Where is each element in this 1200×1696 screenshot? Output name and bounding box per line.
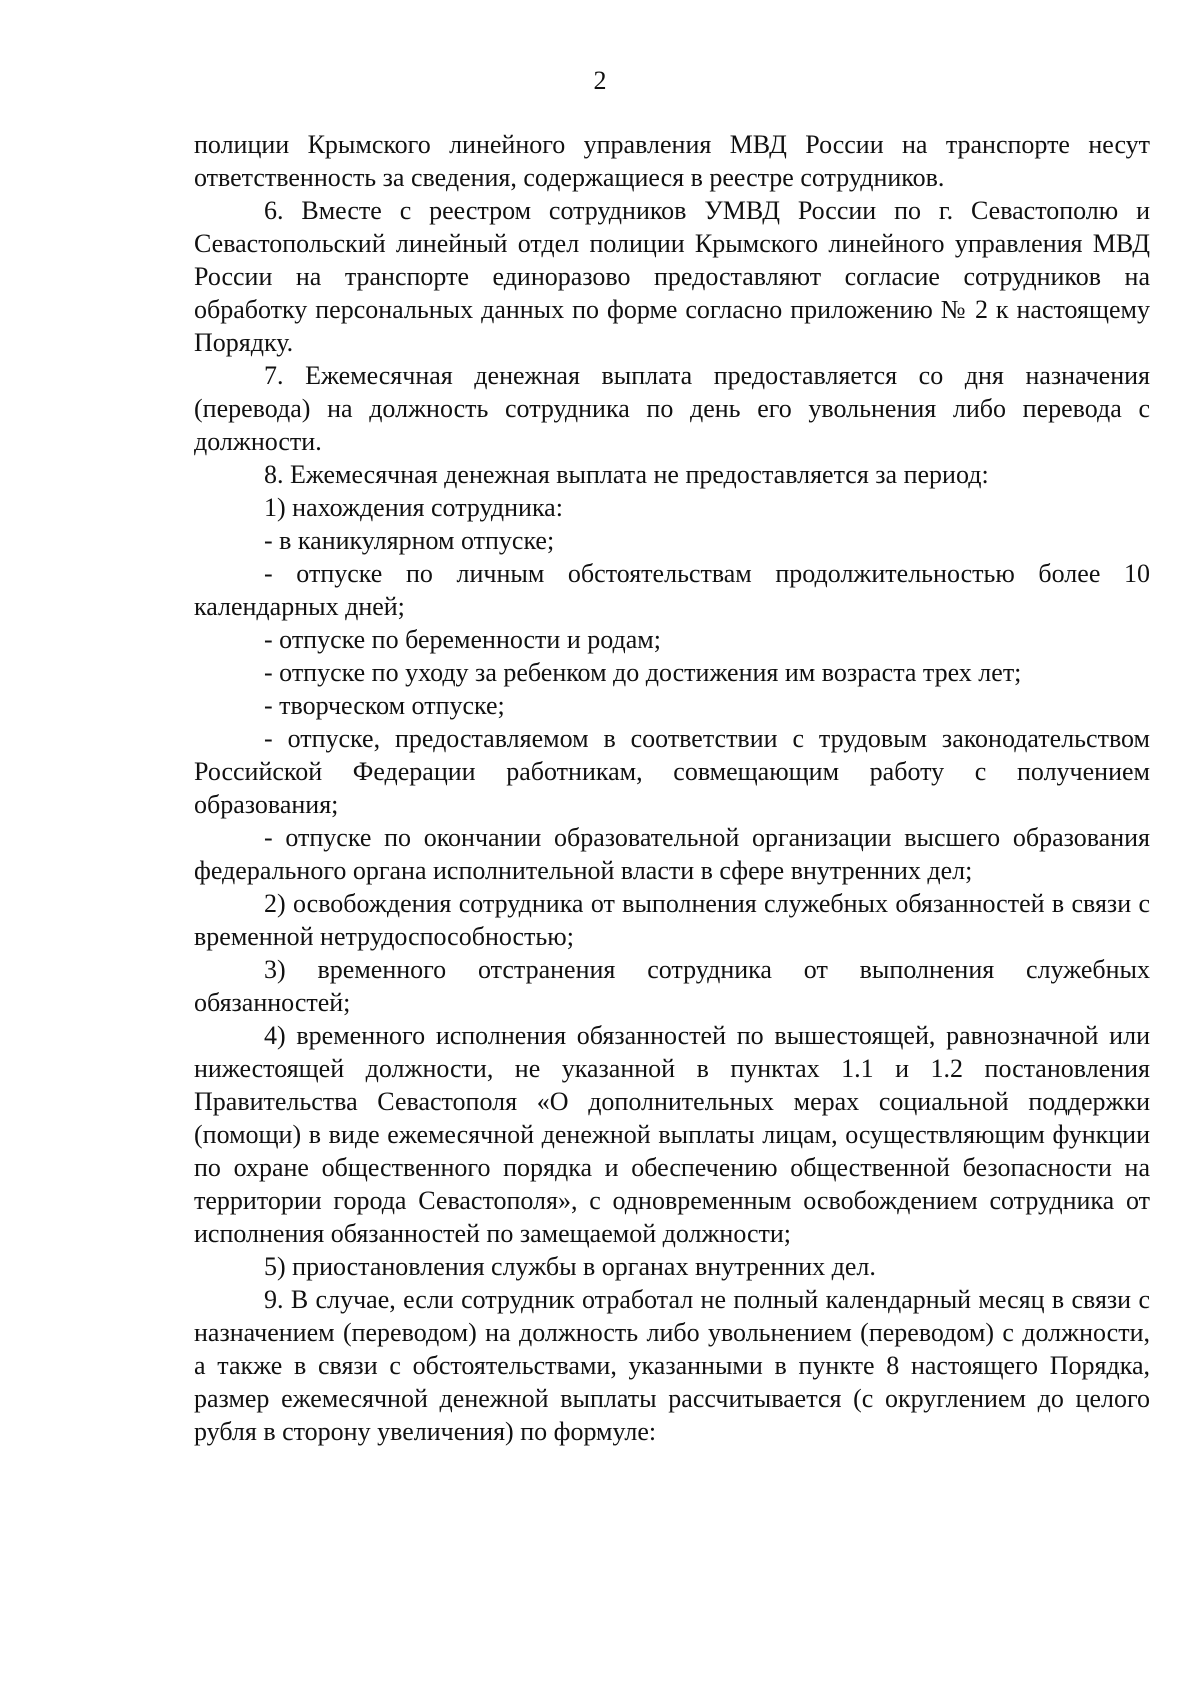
page-number: 2	[593, 66, 607, 95]
list-item: - отпуске по личным обстоятельствам продолжительностью более 10 календарных дней;	[194, 559, 1150, 621]
paragraph-item-6: 6. Вместе с реестром сотрудников УМВД России по г. Севастополю и Севастопольский линейный отдел полиции Крымского линейного управления МВД России на транспорте единоразово предоставляют согласие сотрудников на обработку персональных данных по форме согласно приложению № 2 к настоящему Порядку.	[194, 196, 1150, 357]
paragraph-continuation: полиции Крымского линейного управления МВД России на транспорте несут ответственность за сведения, содержащиеся в реестре сотрудников.	[194, 130, 1150, 192]
subitem-5: 5) приостановления службы в органах внутренних дел.	[264, 1252, 876, 1281]
document-body	[194, 128, 1150, 1448]
list-item: - творческом отпуске;	[264, 691, 505, 720]
subitem-4: 4) временного исполнения обязанностей по вышестоящей, равнозначной или нижестоящей должности, не указанной в пунктах 1.1 и 1.2 постановления Правительства Севастополя «О дополнительных мерах социальной поддержки (помощи) в виде ежемесячной денежной выплаты лицам, осуществляющим функции по охране общественного порядка и обеспечению общественной безопасности на территории города Севастополя», с одновременным освобождением сотрудника от исполнения обязанностей по замещаемой должности;	[194, 1021, 1150, 1248]
list-item: - отпуске, предоставляемом в соответствии с трудовым законодательством Российской Федерации работникам, совмещающим работу с получением образования;	[194, 724, 1150, 819]
subitem-2: 2) освобождения сотрудника от выполнения служебных обязанностей в связи с временной нетрудоспособностью;	[194, 889, 1150, 951]
paragraph-item-9: 9. В случае, если сотрудник отработал не полный календарный месяц в связи с назначением (переводом) на должность либо увольнением (переводом) с должности, а также в связи с обстоятельствами, указанными в пункте 8 настоящего Порядка, размер ежемесячной денежной выплаты рассчитывается (с округлением до целого рубля в сторону увеличения) по формуле:	[194, 1285, 1150, 1446]
subitem-3: 3) временного отстранения сотрудника от выполнения служебных обязанностей;	[194, 955, 1150, 1017]
list-item: - отпуске по уходу за ребенком до достижения им возраста трех лет;	[264, 658, 1022, 687]
paragraph-item-8: 8. Ежемесячная денежная выплата не предоставляется за период:	[264, 460, 989, 489]
list-item: - отпуске по окончании образовательной организации высшего образования федерального органа исполнительной власти в сфере внутренних дел;	[194, 823, 1150, 885]
paragraph-item-7: 7. Ежемесячная денежная выплата предоставляется со дня назначения (перевода) на должность сотрудника по день его увольнения либо перевода с должности.	[194, 361, 1150, 456]
list-item: - в каникулярном отпуске;	[264, 526, 555, 555]
subitem-1: 1) нахождения сотрудника:	[264, 493, 563, 522]
list-item: - отпуске по беременности и родам;	[264, 625, 661, 654]
